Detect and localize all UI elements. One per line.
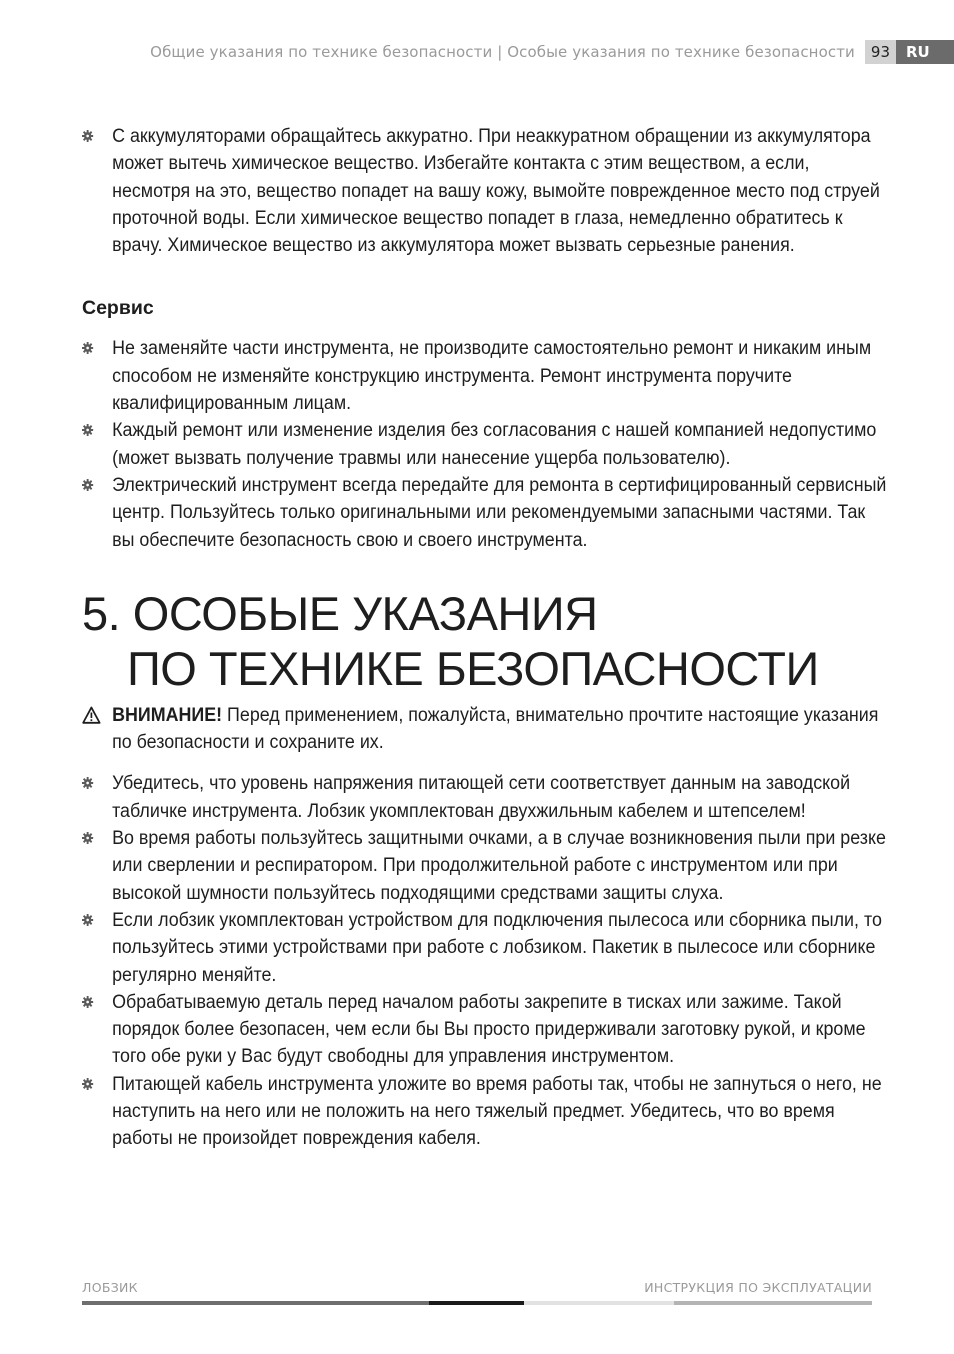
- list-item-text: Электрический инструмент всегда передайте для ремонта в сертифицированный сервисный центр. Пользуйтесь только оригинальными или рекомендуемыми запасными частями. Так вы обеспечите безопасность свою и своего инструмента.: [112, 474, 887, 551]
- gear-bullet-icon: [82, 832, 93, 844]
- chapter-title-line1: 5. ОСОБЫЕ УКАЗАНИЯ: [82, 586, 598, 640]
- page-content: [82, 123, 887, 1153]
- footer-bar-segment: [524, 1301, 674, 1305]
- footer-bar-segment: [674, 1301, 872, 1305]
- gear-bullet-icon: [82, 1078, 93, 1090]
- list-item: [82, 989, 892, 1071]
- list-item-text: Обрабатываемую деталь перед началом работы закрепите в тисках или зажиме. Такой порядок более безопасен, чем если бы Вы просто придерживали заготовку рукой, и кроме того обе руки у Вас будут свободны для управления инструментом.: [112, 991, 866, 1068]
- footer-bar-segment: [429, 1301, 524, 1305]
- gear-bullet-icon: [82, 342, 93, 354]
- gear-bullet-icon: [82, 914, 93, 926]
- specific-safety-list: [82, 770, 886, 1152]
- list-item: [82, 907, 892, 989]
- service-heading: Сервис: [82, 297, 154, 320]
- list-item-text: Во время работы пользуйтесь защитными очками, а в случае возникновения пыли при резке или сверлении и респиратором. При продолжительной работе с инструментом или при высокой шумности пользуйтесь подходящими средствами защиты слуха.: [112, 828, 886, 904]
- page-number: 93: [865, 40, 896, 64]
- page-header: [150, 40, 954, 64]
- list-item: [82, 417, 892, 472]
- warning-notice: [82, 702, 892, 757]
- footer-bar: [82, 1301, 872, 1305]
- gear-bullet-icon: [82, 777, 93, 789]
- list-item-text: Не заменяйте части инструмента, не производите самостоятельно ремонт и никаким иным способом не изменяйте конструкцию инструмента. Ремонт инструмента поручите квалифицированным лицам.: [112, 338, 872, 415]
- service-list: [82, 335, 887, 553]
- warning-label: ВНИМАНИЕ!: [112, 704, 223, 726]
- gear-bullet-icon: [82, 996, 93, 1008]
- list-item-text: Убедитесь, что уровень напряжения питающей сети соответствует данным на заводской табличке инструмента. Лобзик укомплектован двухжильным кабелем и штепселем!: [112, 773, 851, 822]
- footer-product-name: ЛОБЗИК: [82, 1280, 138, 1295]
- language-badge: RU: [896, 40, 954, 64]
- gear-bullet-icon: [82, 479, 93, 491]
- warning-text: Перед применением, пожалуйста, внимательно прочтите настоящие указания по безопасности и сохраните их.: [112, 704, 879, 754]
- list-item-text: Каждый ремонт или изменение изделия без согласования с нашей компанией недопустимо (может вызвать получение травмы или нанесение ущерба пользователю).: [112, 420, 877, 469]
- list-item: [82, 825, 892, 907]
- battery-list: [82, 123, 882, 259]
- warning-triangle-icon: [82, 706, 101, 724]
- gear-bullet-icon: [82, 130, 93, 142]
- list-item: [82, 335, 892, 417]
- list-item-text: Если лобзик укомплектован устройством для подключения пылесоса или сборника пыли, то пользуйтесь этими устройствами при работе с лобзиком. Пакетик в пылесосе или сборнике регулярно меняйте.: [112, 909, 882, 986]
- page-footer: [82, 1280, 872, 1310]
- chapter-title-line2: ПО ТЕХНИКЕ БЕЗОПАСНОСТИ: [127, 641, 819, 695]
- footer-document-name: ИНСТРУКЦИЯ ПО ЭКСПЛУАТАЦИИ: [644, 1280, 872, 1295]
- list-item: [82, 770, 892, 825]
- header-title: Общие указания по технике безопасности | Особые указания по технике безопасности: [150, 43, 855, 61]
- list-item-text: Питающей кабель инструмента уложите во время работы так, чтобы не запнуться о него, не наступить на него или не положить на него тяжелый предмет. Убедитесь, что во время работы не произойдет повреждения кабеля.: [112, 1073, 882, 1150]
- gear-bullet-icon: [82, 424, 93, 436]
- footer-bar-segment: [82, 1301, 429, 1305]
- chapter-title: [82, 586, 882, 696]
- list-item: [82, 123, 892, 259]
- list-item-text: С аккумуляторами обращайтесь аккуратно. При неаккуратном обращении из аккумулятора может вытечь химическое вещество. Избегайте контакта с этим веществом, а если, несмотря на это, вещество попадет на вашу кожу, вымойте поврежденное место под струей проточной воды. Если химическое вещество попадет в глаза, немедленно обратитесь к врачу. Химическое вещество из аккумулятора может вызвать серьезные ранения.: [112, 126, 880, 257]
- list-item: [82, 472, 892, 554]
- list-item: [82, 1071, 892, 1153]
